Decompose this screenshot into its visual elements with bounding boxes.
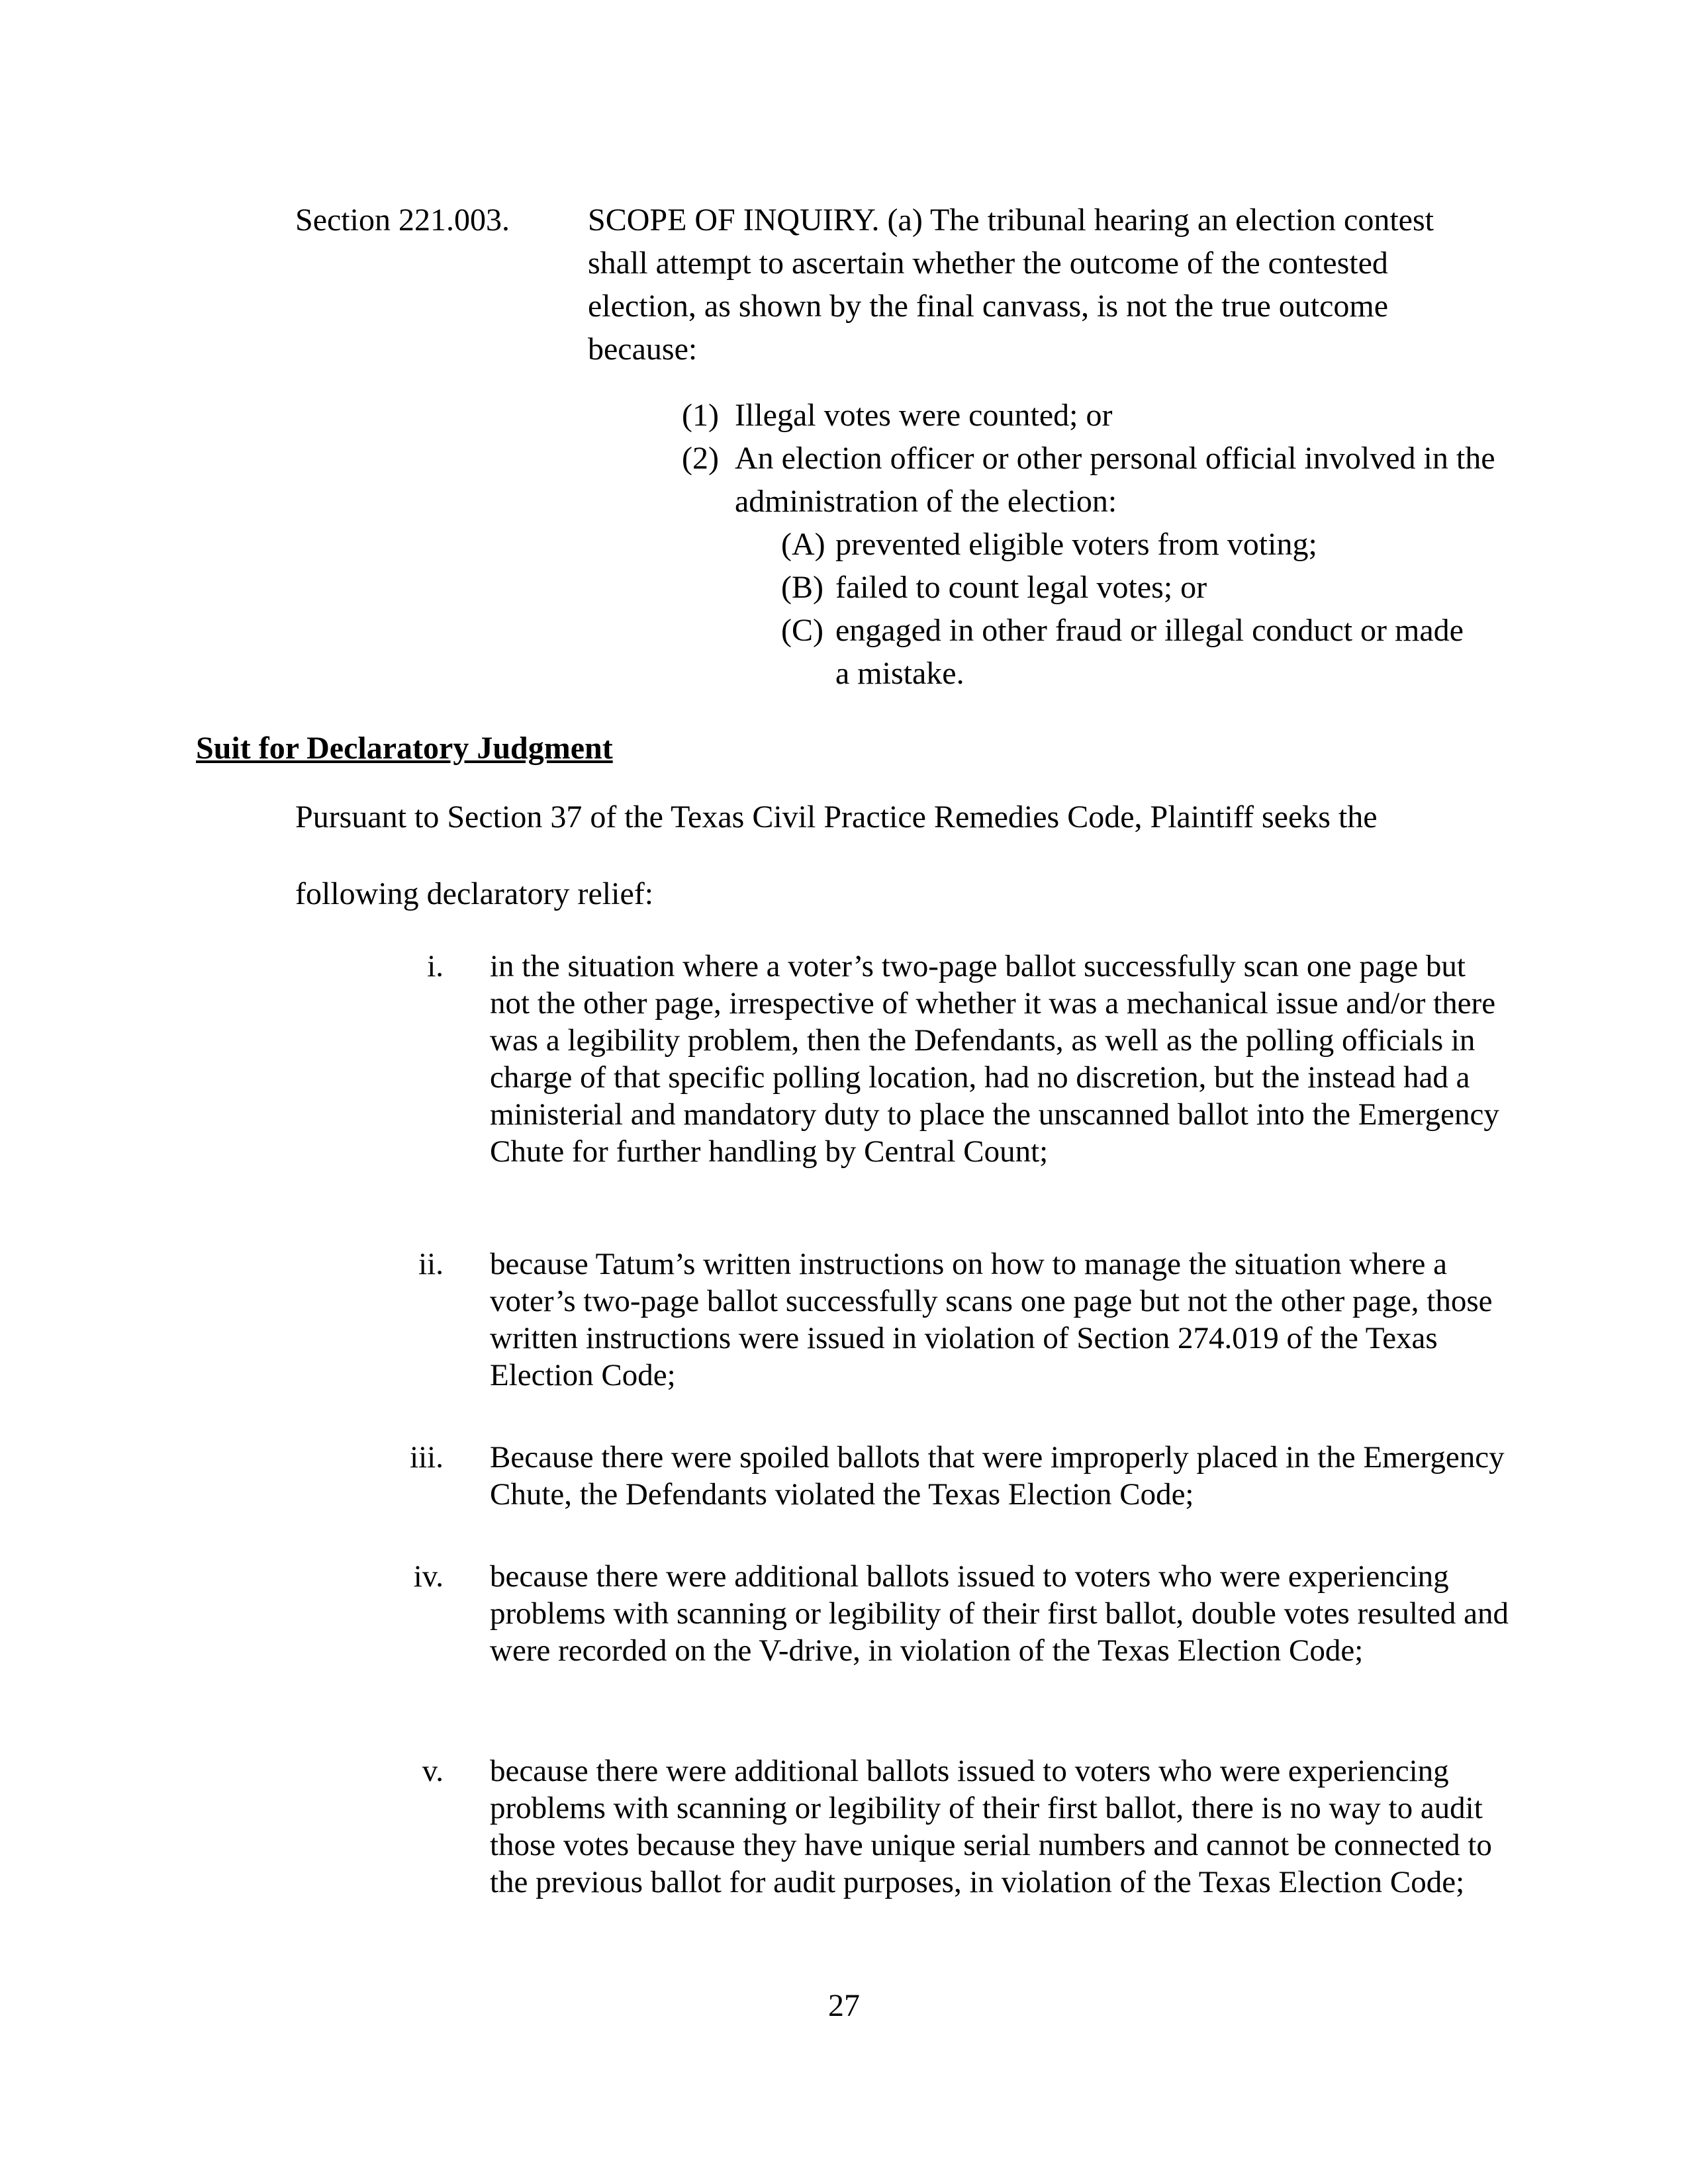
relief-item-text: because there were additional ballots issued to voters who were experiencing problems with scanning or legibility of their first ballot, double votes resulted and were recorded on the V-drive, in violation of the Texas Election Code;: [490, 1559, 1509, 1668]
relief-item-text: because Tatum’s written instructions on how to manage the situation where a voter’s two-page ballot successfully scans one page but not the other page, those written instructions were issued in violation of Section 274.019 of the Texas Election Code;: [490, 1247, 1493, 1392]
relief-item-text: because there were additional ballots issued to voters who were experiencing problems with scanning or legibility of their first ballot, there is no way to audit those votes because they have unique serial numbers and cannot be connected to the previous ballot for audit purposes, in violation of the Texas Election Code;: [490, 1754, 1492, 1899]
list-subitem-text: failed to count legal votes; or: [835, 570, 1207, 605]
list-item-text: An election officer or other personal official involved in the administration of the election:: [735, 441, 1495, 519]
list-item: [682, 394, 1542, 437]
list-subitem-number: (C): [781, 613, 823, 648]
relief-item-number: iii.: [410, 1440, 444, 1475]
intro-line-1: Pursuant to Section 37 of the Texas Civil Practice Remedies Code, Plaintiff seeks the: [295, 799, 1378, 835]
list-subitem-number: (B): [781, 570, 823, 605]
list-subitem: [781, 609, 1542, 695]
list-subitem-number: (A): [781, 527, 825, 562]
relief-item-number: iv.: [413, 1559, 444, 1594]
section-heading: Suit for Declaratory Judgment: [196, 731, 613, 766]
list-subitem-text: engaged in other fraud or illegal conduct or made a mistake.: [835, 613, 1464, 691]
section-item-list: [682, 394, 1542, 695]
relief-item-text: Because there were spoiled ballots that were improperly placed in the Emergency Chute, the Defendants violated the Texas Election Code;: [490, 1440, 1505, 1512]
list-subitem: [781, 566, 1542, 609]
relief-item-number: i.: [427, 949, 444, 983]
list-item: [682, 437, 1542, 523]
list-item-text: Illegal votes were counted; or: [735, 398, 1113, 433]
list-subitem-text: prevented eligible voters from voting;: [835, 527, 1317, 562]
list-item-number: (1): [682, 398, 719, 433]
page-number: 27: [828, 1988, 860, 2023]
section-label: Section 221.003.: [295, 203, 510, 238]
relief-item-number: v.: [422, 1754, 444, 1788]
relief-item-number: ii.: [418, 1247, 444, 1281]
relief-item-text: in the situation where a voter’s two-page ballot successfully scan one page but not the other page, irrespective of whether it was a mechanical issue and/or there was a legibility problem, then the Defendants, as well as the polling officials in charge of that specific polling location, had no discretion, but the instead had a ministerial and mandatory duty to place the unscanned ballot into the Emergency Chute for further handling by Central Count;: [490, 949, 1499, 1169]
intro-line-2: following declaratory relief:: [295, 876, 654, 911]
list-subitem: [781, 523, 1542, 566]
section-body: SCOPE OF INQUIRY. (a) The tribunal hearing an election contest shall attempt to ascertain whether the outcome of the contested election, as shown by the final canvass, is not the true outcome because:: [588, 203, 1434, 367]
list-item-number: (2): [682, 441, 719, 476]
